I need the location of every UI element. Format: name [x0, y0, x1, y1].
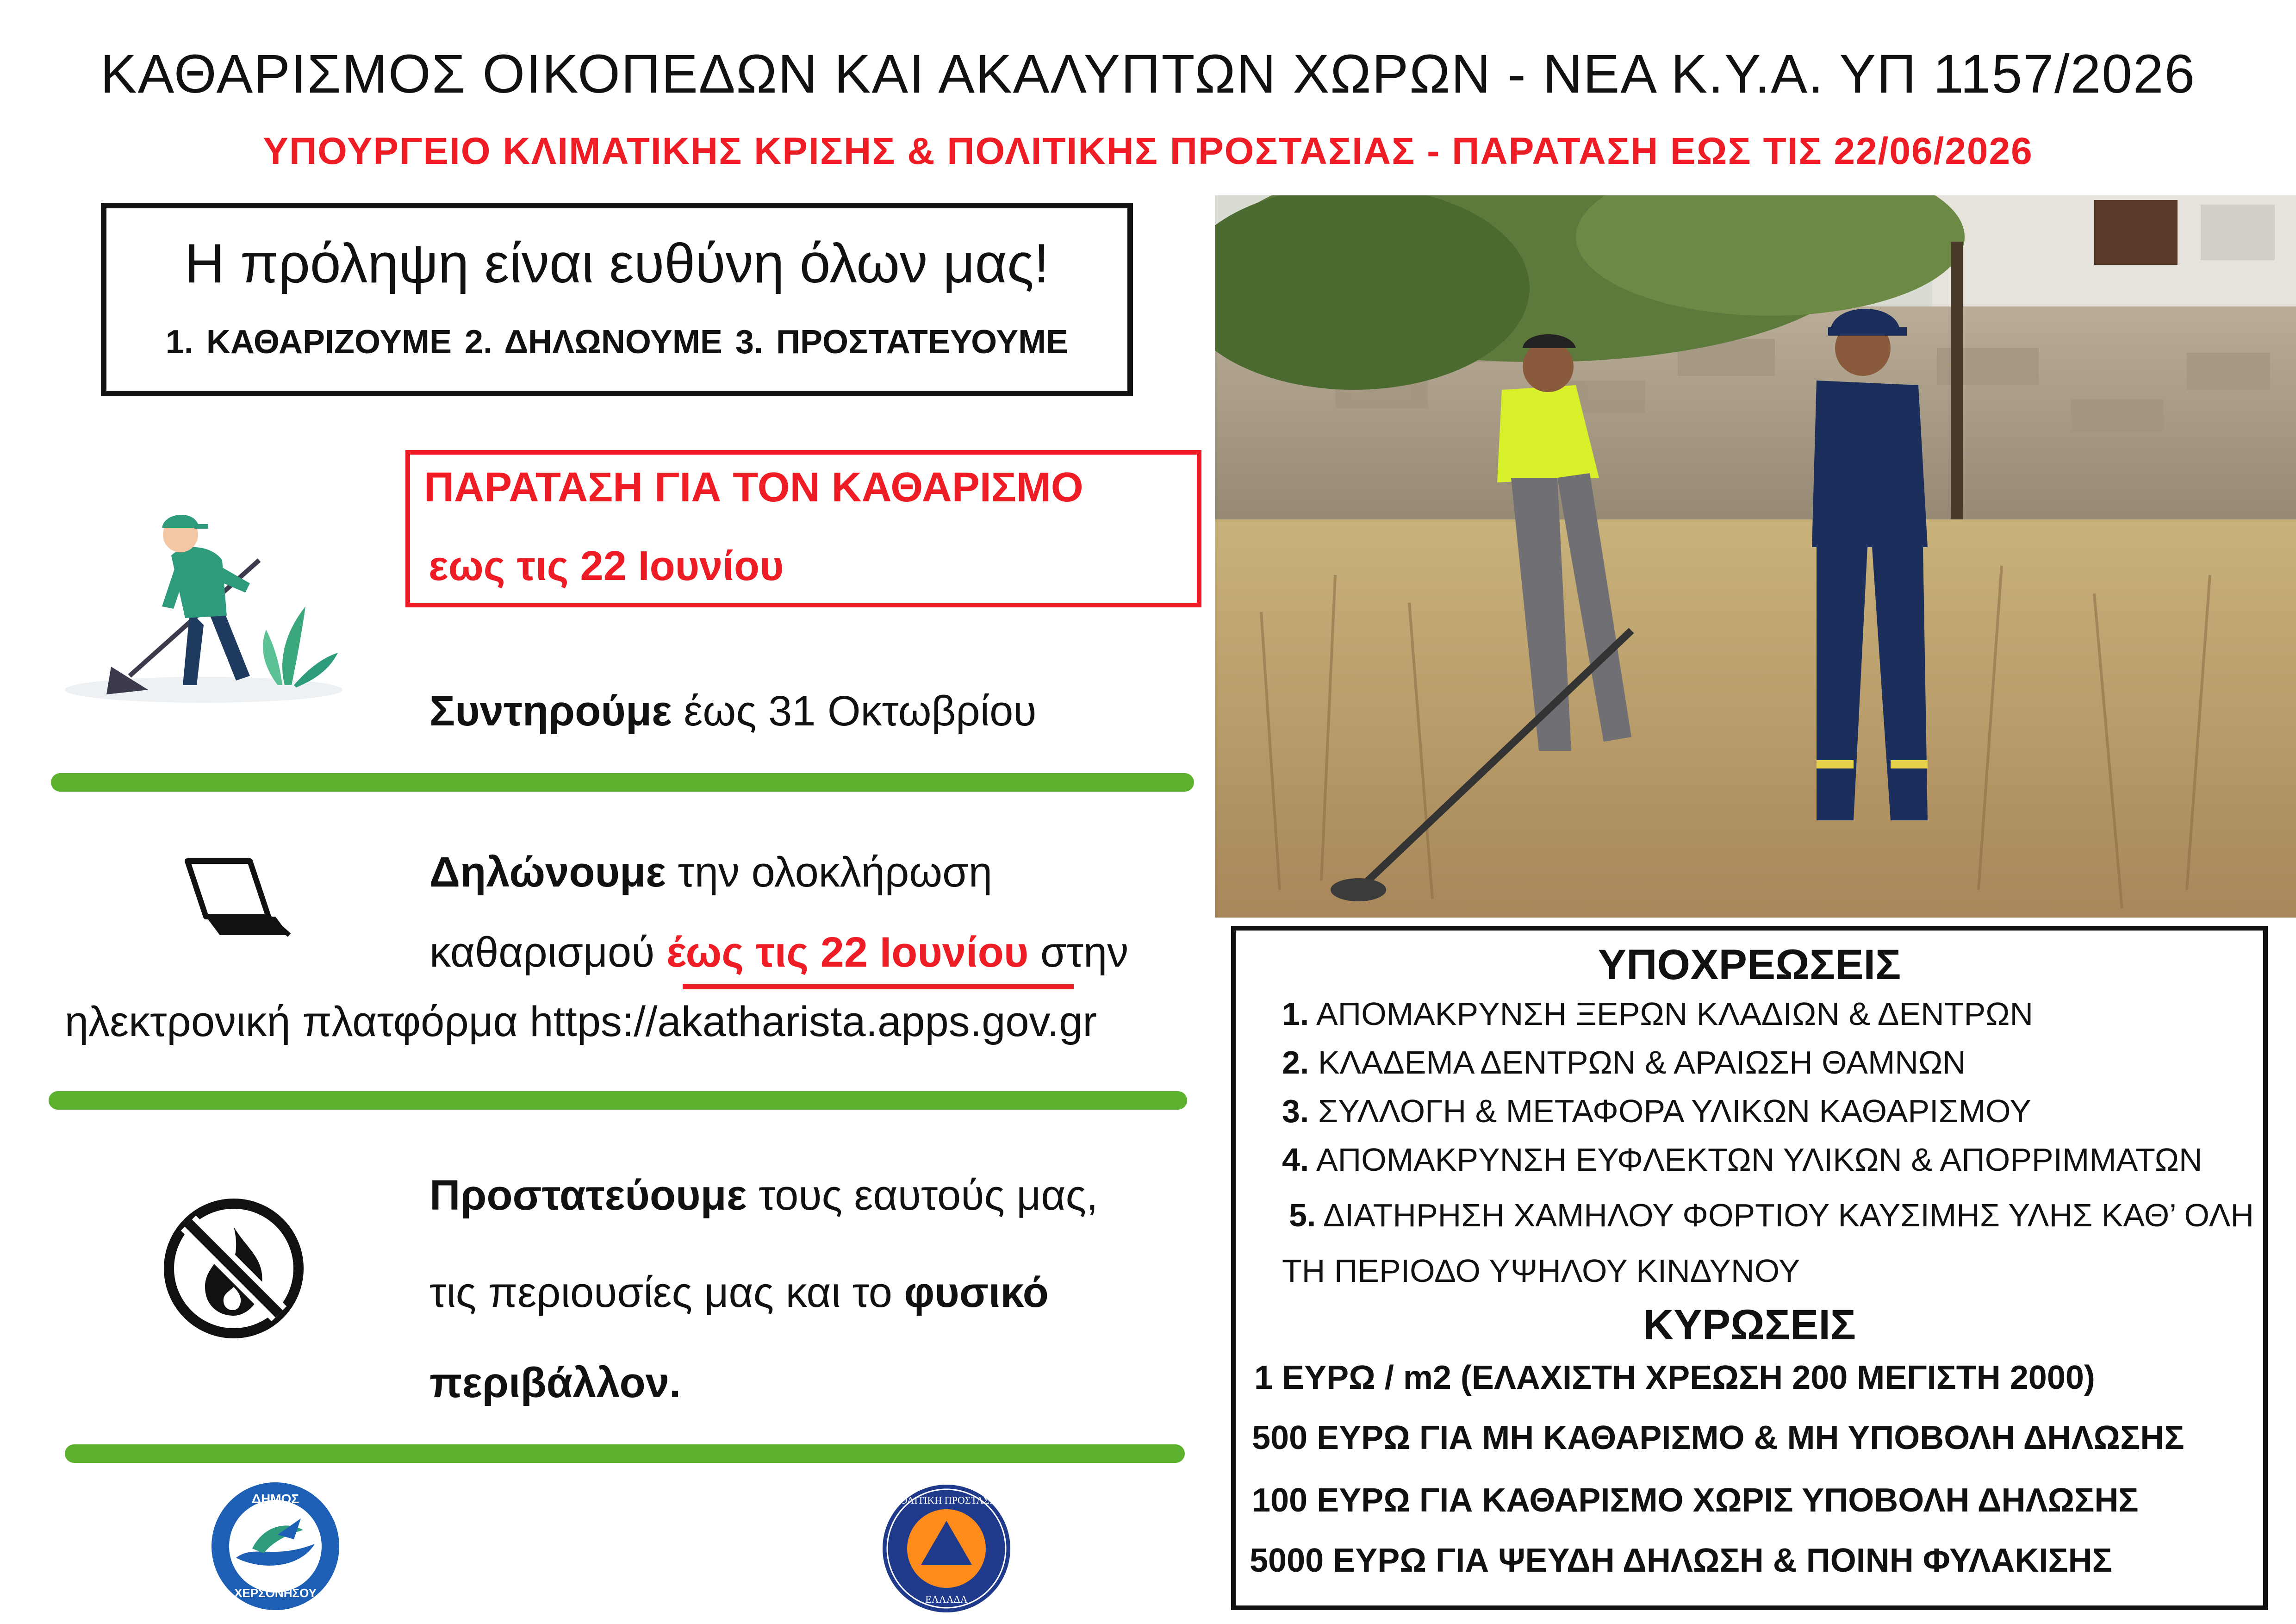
- protect-line2: τις περιουσίες μας και το φυσικό: [429, 1269, 1049, 1316]
- extension-notice: [405, 450, 1201, 607]
- declare-line1: Δηλώνουμε την ολοκλήρωση: [429, 849, 993, 896]
- obligations-sanctions-box: [1231, 926, 2268, 1610]
- obligation-item-1: 1. ΑΠΟΜΑΚΡΥΝΣΗ ΞΕΡΩΝ ΚΛΑΔΙΩΝ & ΔΕΝΤΡΩΝ: [1282, 996, 2034, 1032]
- protect-line1: Προστατεύουμε τους εαυτούς μας,: [429, 1172, 1098, 1219]
- obligation-item-2: 2. ΚΛΑΔΕΜΑ ΔΕΝΤΡΩΝ & ΑΡΑΙΩΣΗ ΘΑΜΝΩΝ: [1282, 1044, 1966, 1081]
- sanction-item-4: 5000 ΕΥΡΩ ΓΙΑ ΨΕΥΔΗ ΔΗΛΩΣΗ & ΠΟΙΝΗ ΦΥΛΑΚΙΣΗΣ: [1250, 1542, 2112, 1579]
- civil-logo-bottom: ΕΛΛΑΔΑ: [925, 1593, 968, 1605]
- sanctions-heading: ΚΥΡΩΣΕΙΣ: [1643, 1301, 1856, 1349]
- obligation-item-5: 5. ΔΙΑΤΗΡΗΣΗ ΧΑΜΗΛΟΥ ΦΟΡΤΙΟΥ ΚΑΥΣΙΜΗΣ ΥΛΗΣ ΚΑΘ’ ΟΛΗ: [1289, 1197, 2254, 1233]
- municipality-logo-top: ΔΗΜΟΣ: [251, 1492, 299, 1506]
- page-title: ΚΑΘΑΡΙΣΜΟΣ ΟΙΚΟΠΕΔΩΝ ΚΑΙ ΑΚΑΛΥΠΤΩΝ ΧΩΡΩΝ - ΝΕΑ Κ.Υ.Α. ΥΠ 1157/2026: [100, 44, 2196, 105]
- declare-line3: ηλεκτρονική πλατφόρμα https://akatharista.apps.gov.gr: [65, 998, 1097, 1045]
- protect-line3: περιβάλλον.: [429, 1359, 681, 1406]
- page-subtitle: ΥΠΟΥΡΓΕΙΟ ΚΛΙΜΑΤΙΚΗΣ ΚΡΙΣΗΣ & ΠΟΛΙΤΙΚΗΣ ΠΡΟΣΤΑΣΙΑΣ - ΠΑΡΑΤΑΣΗ ΕΩΣ ΤΙΣ 22/06/2026: [263, 130, 2033, 172]
- maintain-text: Συντηρούμε έως 31 Οκτωβρίου: [429, 687, 1037, 735]
- civil-protection-logo: [879, 1481, 1014, 1616]
- photo-firefighters-clearing-lot: [1215, 195, 2296, 918]
- municipality-logo: [208, 1479, 342, 1613]
- no-fire-icon: [160, 1194, 308, 1343]
- sanction-item-3: 100 ΕΥΡΩ ΓΙΑ ΚΑΘΑΡΙΣΜΟ ΧΩΡΙΣ ΥΠΟΒΟΛΗ ΔΗΛΩΣΗΣ: [1252, 1482, 2139, 1519]
- gardener-rake-icon: [60, 491, 356, 708]
- municipality-logo-bottom: ΧΕΡΣΟΝΗΣΟΥ: [234, 1586, 317, 1600]
- declare-line2: καθαρισμού έως τις 22 Ιουνίου στην: [429, 929, 1129, 976]
- obligations-heading: ΥΠΟΧΡΕΩΣΕΙΣ: [1598, 941, 1901, 988]
- sanction-item-1: 1 ΕΥΡΩ / m2 (ΕΛΑΧΙΣΤΗ ΧΡΕΩΣΗ 200 ΜΕΓΙΣΤΗ 2000): [1254, 1359, 2095, 1396]
- civil-logo-top: ΠΟΛΙΤΙΚΗ ΠΡΟΣΤΑΣΙΑ: [892, 1494, 1001, 1506]
- extension-line1: ΠΑΡΑΤΑΣΗ ΓΙΑ ΤΟΝ ΚΑΘΑΡΙΣΜΟ: [424, 464, 1083, 511]
- motto-main: Η πρόληψη είναι ευθύνη όλων μας!: [184, 232, 1050, 294]
- obligation-item-3: 3. ΣΥΛΛΟΓΗ & ΜΕΤΑΦΟΡΑ ΥΛΙΚΩΝ ΚΑΘΑΡΙΣΜΟΥ: [1282, 1093, 2031, 1129]
- divider-2: [49, 1091, 1187, 1110]
- declare-deadline: έως τις 22 Ιουνίου: [666, 929, 1029, 976]
- divider-1: [51, 773, 1194, 792]
- sanction-item-2: 500 ΕΥΡΩ ΓΙΑ ΜΗ ΚΑΘΑΡΙΣΜΟ & ΜΗ ΥΠΟΒΟΛΗ ΔΗΛΩΣΗΣ: [1252, 1419, 2184, 1456]
- extension-line2: εως τις 22 Ιουνίου: [429, 543, 784, 589]
- obligation-item-4: 4. ΑΠΟΜΑΚΡΥΝΣΗ ΕΥΦΛΕΚΤΩΝ ΥΛΙΚΩΝ & ΑΠΟΡΡΙΜΜΑΤΩΝ: [1282, 1142, 2203, 1178]
- deadline-underline: [683, 984, 1074, 989]
- motto-box: [101, 203, 1133, 396]
- divider-3: [65, 1444, 1185, 1463]
- motto-steps: 1. ΚΑΘΑΡΙΖΟΥΜΕ 2. ΔΗΛΩΝΟΥΜΕ 3. ΠΡΟΣΤΑΤΕΥΟΥΜΕ: [165, 324, 1069, 361]
- obligation-item-5-cont: ΤΗ ΠΕΡΙΟΔΟ ΥΨΗΛΟΥ ΚΙΝΔΥΝΟΥ: [1282, 1253, 1800, 1289]
- laptop-icon: [183, 856, 294, 944]
